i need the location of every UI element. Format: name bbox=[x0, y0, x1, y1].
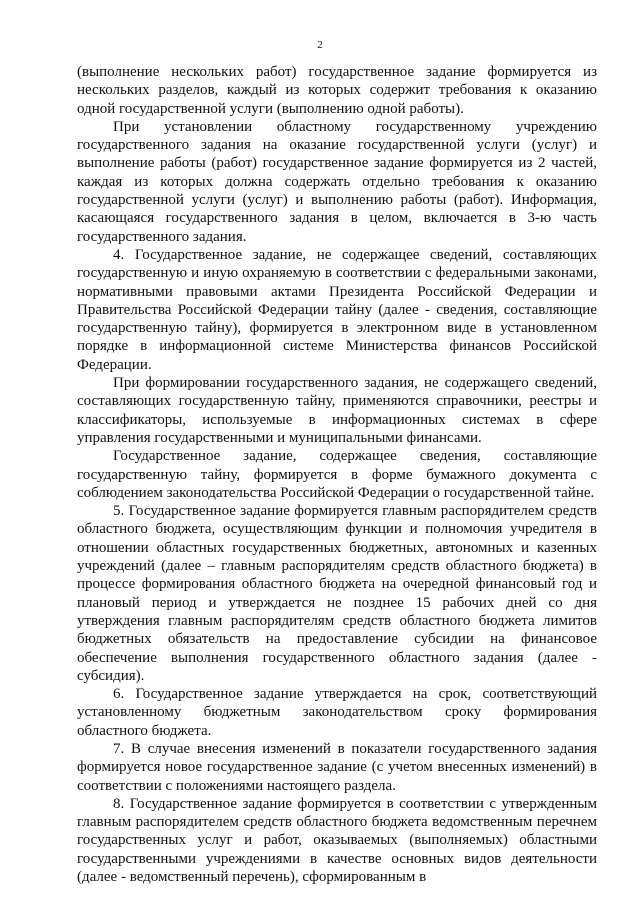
paragraph-item-7: 7. В случае внесения изменений в показатели государственного задания формируется новое государственное задание (с учетом внесенных изменений) в соответствии с положениями настоящего раздела. bbox=[77, 740, 597, 794]
paragraph-state-secret: Государственное задание, содержащее сведения, составляющие государственную тайну, формируется в форме бумажного документа с соблюдением законодательства Российской Федерации о государственной тайне. bbox=[77, 448, 597, 501]
page-number: 2 bbox=[317, 39, 323, 51]
paragraph-item-5: 5. Государственное задание формируется главным распорядителем средств областного бюджета, осуществляющим функции и полномочия учредителя в отношении областных государственных бюджетных, автономных и казенных учреждений (далее – главным распорядителям средств областного бюджета) в процессе формирования областного бюджета на очередной финансовый год и плановый период и утверждается не позднее 15 рабочих дней со дня утверждения главным распорядителям средств областного бюджета лимитов бюджетных обязательств на предоставление субсидии на финансовое обеспечение выполнения государственного областного задания (далее - субсидия). bbox=[77, 503, 597, 684]
paragraph-continuation: (выполнение нескольких работ) государственное задание формируется из нескольких разделов, каждый из которых содержит требования к оказанию одной государственной услуги (выполнению одной работы). bbox=[77, 64, 597, 117]
paragraph-reference-books: При формировании государственного задания, не содержащего сведений, составляющих государственную тайну, применяются справочники, реестры и классификаторы, используемые в информационных системах в сфере управления государственными и муниципальными финансами. bbox=[77, 375, 597, 446]
document-body bbox=[77, 63, 597, 886]
paragraph-item-8: 8. Государственное задание формируется в соответствии с утвержденным главным распорядителем средств областного бюджета ведомственным перечнем государственных услуг и работ, оказываемых (выполняемых) областными государственными учреждениями в качестве основных видов деятельности (далее - ведомственный перечень), сформированным в bbox=[77, 795, 597, 886]
paragraph-item-6: 6. Государственное задание утверждается на срок, соответствующий установленному бюджетным законодательством сроку формирования областного бюджета. bbox=[77, 686, 597, 739]
paragraph-item-4: 4. Государственное задание, не содержащее сведений, составляющих государственную и иную охраняемую в соответствии с федеральными законами, нормативными правовыми актами Президента Российской Федерации и Правительства Российской Федерации тайну (далее - сведения, составляющие государственную тайну), формируется в электронном виде в установленном порядке в информационной системе Министерства финансов Российской Федерации. bbox=[77, 246, 597, 373]
paragraph-two-parts: При установлении областному государственному учреждению государственного задания на оказание государственной услуги (услуг) и выполнение работы (работ) государственное задание формируется из 2 частей, каждая из которых должна содержать отдельно требования к оказанию государственной услуги (услуг) и выполнению работы (работ). Информация, касающаяся государственного задания в целом, включается в 3-ю часть государственного задания. bbox=[77, 118, 597, 245]
